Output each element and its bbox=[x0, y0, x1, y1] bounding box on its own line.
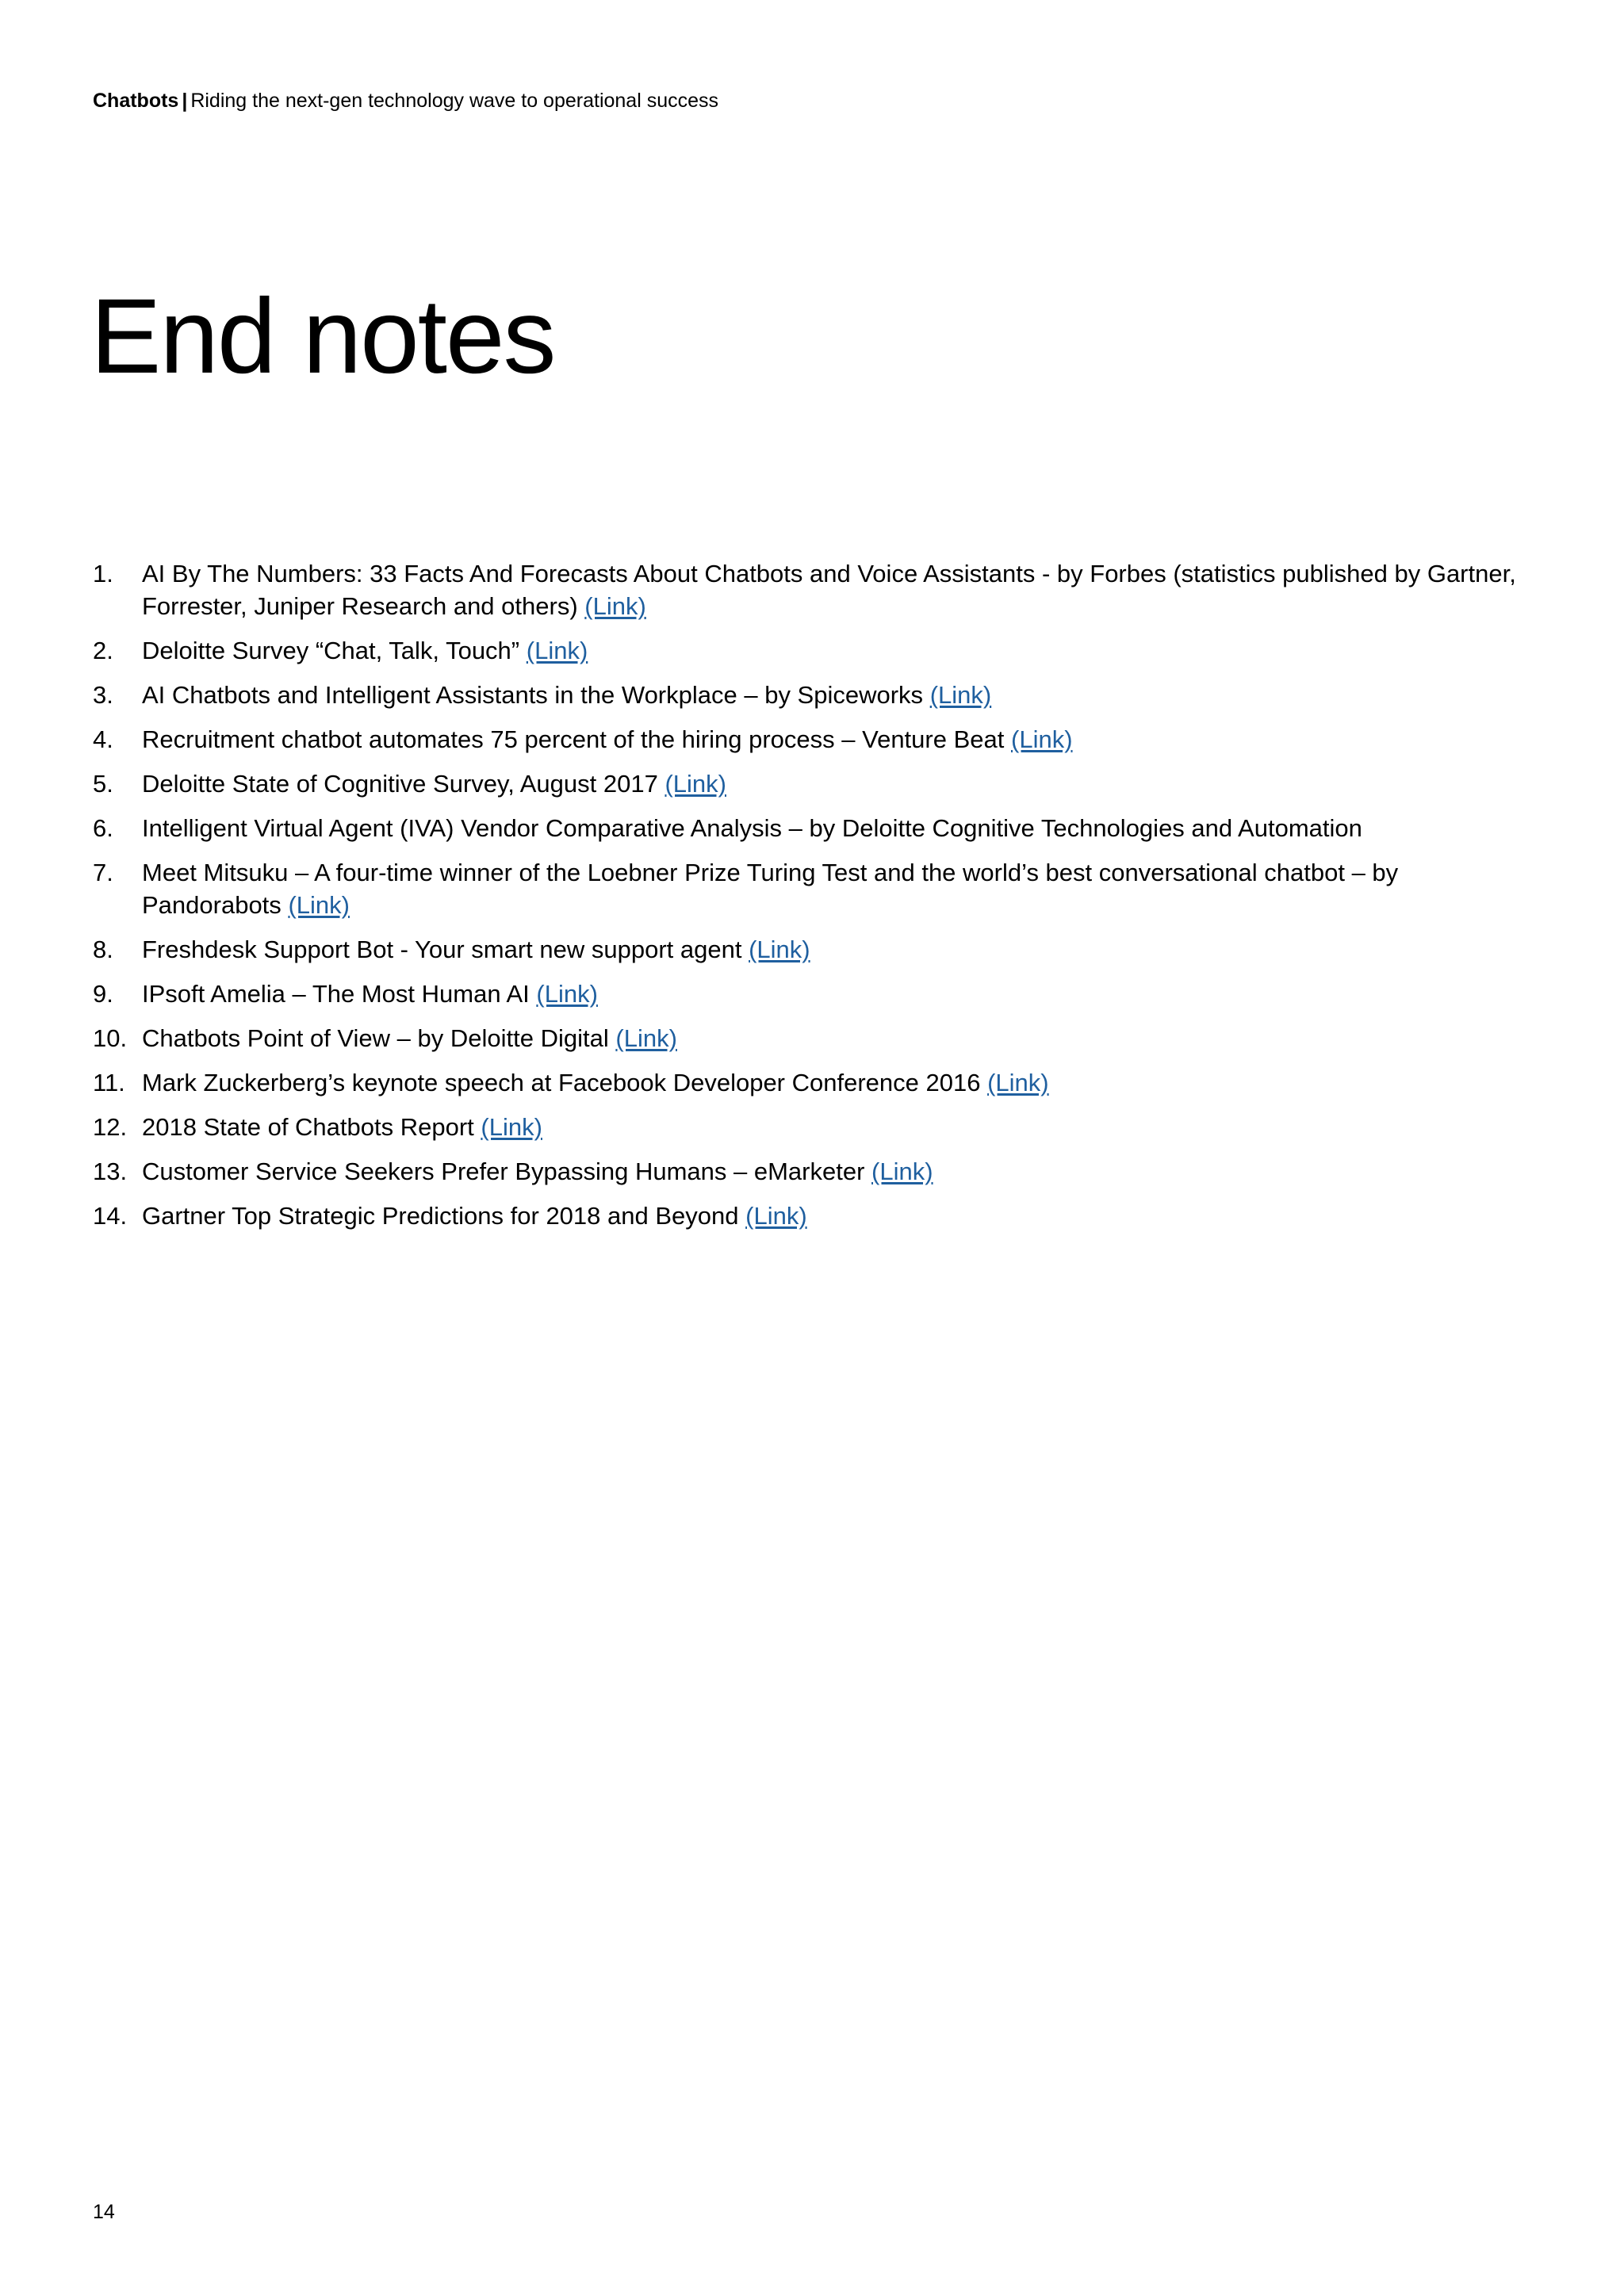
endnote-text: Deloitte Survey “Chat, Talk, Touch” bbox=[142, 637, 520, 664]
endnote-number: 3. bbox=[93, 681, 113, 709]
endnote-item bbox=[93, 1022, 1544, 1054]
endnote-link[interactable]: (Link) bbox=[584, 592, 646, 620]
endnote-item bbox=[93, 1066, 1544, 1099]
endnote-number: 13. bbox=[93, 1158, 128, 1185]
header-brand: Chatbots bbox=[93, 90, 179, 112]
endnote-text: Meet Mitsuku – A four-time winner of the Loebner Prize Turing Test and the world’s best conversational chatbot – by Pandorabots bbox=[142, 859, 1399, 919]
endnote-item bbox=[93, 557, 1544, 622]
endnote-text: Chatbots Point of View – by Deloitte Digital bbox=[142, 1024, 609, 1052]
endnotes-list bbox=[93, 557, 1544, 1244]
endnote-text: Mark Zuckerberg’s keynote speech at Facebook Developer Conference 2016 bbox=[142, 1069, 981, 1096]
endnote-item bbox=[93, 767, 1544, 800]
endnote-link[interactable]: (Link) bbox=[615, 1024, 677, 1052]
endnote-item bbox=[93, 812, 1544, 844]
running-header bbox=[93, 87, 718, 114]
endnote-text: Intelligent Virtual Agent (IVA) Vendor Comparative Analysis – by Deloitte Cognitive Technologies and Automation bbox=[142, 814, 1362, 842]
page-title: End notes bbox=[90, 277, 555, 396]
endnote-number: 11. bbox=[93, 1069, 125, 1096]
endnote-item bbox=[93, 723, 1544, 756]
endnote-text: AI By The Numbers: 33 Facts And Forecasts About Chatbots and Voice Assistants - by Forbes (statistics published by Gartner, Forrester, Juniper Research and others) bbox=[142, 560, 1516, 620]
endnote-number: 5. bbox=[93, 770, 113, 798]
endnote-item bbox=[93, 856, 1544, 921]
endnote-item bbox=[93, 933, 1544, 966]
endnote-item bbox=[93, 679, 1544, 711]
endnote-text: Customer Service Seekers Prefer Bypassing Humans – eMarketer bbox=[142, 1158, 865, 1185]
endnote-number: 14. bbox=[93, 1202, 128, 1230]
endnote-link[interactable]: (Link) bbox=[526, 637, 588, 664]
endnote-number: 7. bbox=[93, 859, 113, 886]
endnote-number: 2. bbox=[93, 637, 113, 664]
endnote-text: Recruitment chatbot automates 75 percent of the hiring process – Venture Beat bbox=[142, 725, 1005, 753]
endnote-item bbox=[93, 1111, 1544, 1143]
endnote-text: AI Chatbots and Intelligent Assistants in the Workplace – by Spiceworks bbox=[142, 681, 924, 709]
endnote-link[interactable]: (Link) bbox=[536, 980, 598, 1008]
endnote-item bbox=[93, 634, 1544, 667]
endnote-text: 2018 State of Chatbots Report bbox=[142, 1113, 474, 1141]
endnote-text: Deloitte State of Cognitive Survey, August 2017 bbox=[142, 770, 658, 798]
endnote-link[interactable]: (Link) bbox=[481, 1113, 542, 1141]
endnote-number: 1. bbox=[93, 560, 113, 587]
header-subtitle: Riding the next-gen technology wave to operational success bbox=[190, 90, 719, 112]
endnote-number: 4. bbox=[93, 725, 113, 753]
endnote-link[interactable]: (Link) bbox=[871, 1158, 933, 1185]
endnote-link[interactable]: (Link) bbox=[665, 770, 726, 798]
page-number: 14 bbox=[93, 2201, 115, 2223]
endnote-link[interactable]: (Link) bbox=[745, 1202, 807, 1230]
endnote-number: 12. bbox=[93, 1113, 128, 1141]
endnote-text: IPsoft Amelia – The Most Human AI bbox=[142, 980, 530, 1008]
endnote-item bbox=[93, 1155, 1544, 1188]
endnote-link[interactable]: (Link) bbox=[288, 891, 350, 919]
endnote-text: Freshdesk Support Bot - Your smart new support agent bbox=[142, 936, 742, 963]
endnote-number: 10. bbox=[93, 1024, 128, 1052]
endnote-number: 9. bbox=[93, 980, 113, 1008]
endnote-item bbox=[93, 1200, 1544, 1232]
header-separator: | bbox=[182, 90, 188, 112]
endnote-link[interactable]: (Link) bbox=[929, 681, 992, 709]
endnote-number: 6. bbox=[93, 814, 113, 842]
endnote-link[interactable]: (Link) bbox=[1011, 725, 1073, 753]
endnote-link[interactable]: (Link) bbox=[987, 1069, 1049, 1096]
endnote-item bbox=[93, 978, 1544, 1010]
endnote-text: Gartner Top Strategic Predictions for 2018 and Beyond bbox=[142, 1202, 739, 1230]
endnote-link[interactable]: (Link) bbox=[749, 936, 810, 963]
endnote-number: 8. bbox=[93, 936, 113, 963]
